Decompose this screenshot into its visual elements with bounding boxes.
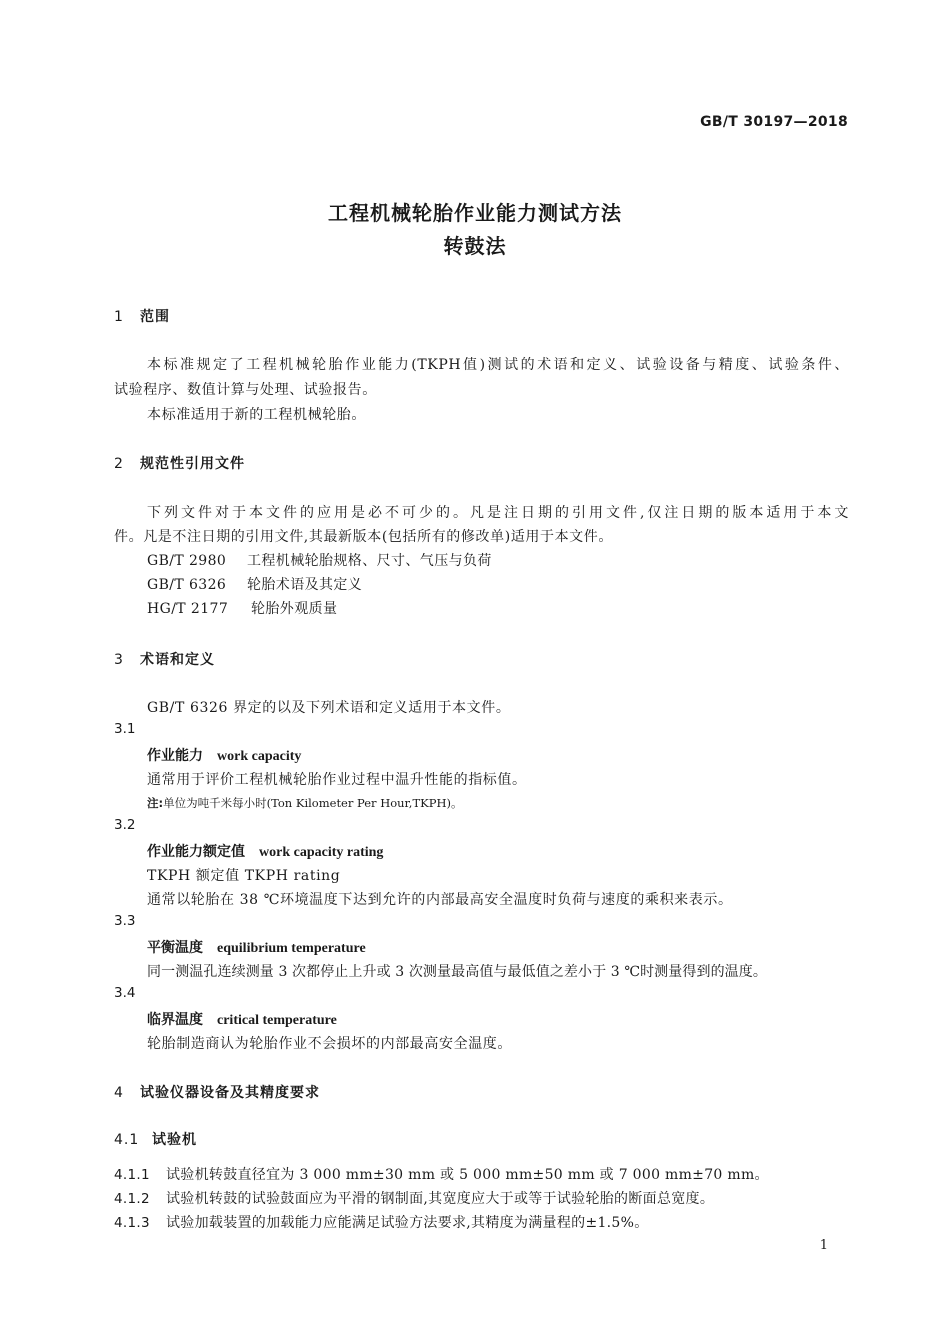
section-title: 规范性引用文件 bbox=[140, 456, 245, 472]
clause bbox=[114, 1164, 769, 1184]
clause-text: 试验机转鼓直径宜为 3 000 mm±30 mm 或 5 000 mm±50 mm 或 7 000 mm±70 mm。 bbox=[166, 1167, 769, 1183]
term-english: equilibrium temperature bbox=[217, 941, 366, 956]
subsection-4-1-heading bbox=[114, 1129, 197, 1149]
reference-title: 工程机械轮胎规格、尺寸、气压与负荷 bbox=[247, 553, 492, 569]
section-number: 2 bbox=[114, 456, 124, 472]
reference-item bbox=[147, 574, 362, 594]
term-definition: 通常用于评价工程机械轮胎作业过程中温升性能的指标值。 bbox=[147, 772, 527, 788]
term-chinese: 平衡温度 bbox=[147, 940, 203, 956]
term-definition: 通常以轮胎在 38 ℃环境温度下达到允许的内部最高安全温度时负荷与速度的乘积来表示。 bbox=[147, 892, 733, 908]
sec3-intro: GB/T 6326 界定的以及下列术语和定义适用于本文件。 bbox=[147, 700, 511, 716]
term-heading bbox=[147, 1009, 337, 1029]
reference-code: GB/T 2980 bbox=[147, 553, 227, 569]
term-heading bbox=[147, 841, 383, 861]
clause-number: 4.1.3 bbox=[114, 1215, 150, 1231]
section-number: 4 bbox=[114, 1085, 124, 1101]
sec2-paragraph-line2: 件。凡是不注日期的引用文件,其最新版本(包括所有的修改单)适用于本文件。 bbox=[114, 529, 613, 545]
clause bbox=[114, 1212, 649, 1232]
reference-code: HG/T 2177 bbox=[147, 601, 229, 617]
term-english: critical temperature bbox=[217, 1013, 337, 1028]
term-number: 3.1 bbox=[114, 721, 136, 737]
reference-item bbox=[147, 598, 337, 618]
reference-code: GB/T 6326 bbox=[147, 577, 227, 593]
term-english: work capacity rating bbox=[259, 845, 384, 860]
section-title: 试验仪器设备及其精度要求 bbox=[140, 1085, 320, 1101]
page-number: 1 bbox=[819, 1238, 828, 1253]
sec1-paragraph-2: 本标准适用于新的工程机械轮胎。 bbox=[147, 407, 366, 423]
section-title: 术语和定义 bbox=[140, 652, 215, 668]
subsection-number: 4.1 bbox=[114, 1132, 140, 1148]
term-english: work capacity bbox=[217, 749, 302, 764]
note-label: 注: bbox=[147, 796, 164, 810]
document-title: 工程机械轮胎作业能力测试方法 bbox=[328, 201, 622, 225]
term-alternative: TKPH 额定值 TKPH rating bbox=[147, 868, 341, 884]
document-subtitle: 转鼓法 bbox=[443, 234, 507, 258]
term-definition: 轮胎制造商认为轮胎作业不会损坏的内部最高安全温度。 bbox=[147, 1036, 512, 1052]
clause-number: 4.1.1 bbox=[114, 1167, 150, 1183]
term-chinese: 作业能力 bbox=[147, 748, 203, 764]
sec1-paragraph-line2: 试验程序、数值计算与处理、试验报告。 bbox=[114, 382, 377, 398]
section-4-heading bbox=[114, 1082, 320, 1102]
term-number: 3.4 bbox=[114, 985, 136, 1001]
term-chinese: 作业能力额定值 bbox=[147, 844, 245, 860]
term-heading bbox=[147, 745, 301, 765]
sec1-paragraph-line1: 本标准规定了工程机械轮胎作业能力(TKPH值)测试的术语和定义、试验设备与精度、试验条件、 bbox=[147, 357, 849, 373]
reference-title: 轮胎术语及其定义 bbox=[247, 577, 363, 593]
term-number: 3.2 bbox=[114, 817, 136, 833]
clause-text: 试验加载装置的加载能力应能满足试验方法要求,其精度为满量程的±1.5%。 bbox=[166, 1215, 649, 1231]
note-text: 单位为吨千米每小时(Ton Kilometer Per Hour,TKPH)。 bbox=[163, 796, 463, 810]
section-title: 范围 bbox=[140, 309, 170, 325]
reference-item bbox=[147, 550, 492, 570]
section-number: 1 bbox=[114, 309, 124, 325]
section-3-heading bbox=[114, 649, 215, 669]
clause-text: 试验机转鼓的试验鼓面应为平滑的钢制面,其宽度应大于或等于试验轮胎的断面总宽度。 bbox=[166, 1191, 715, 1207]
section-1-heading bbox=[114, 306, 170, 326]
standard-number: GB/T 30197—2018 bbox=[700, 114, 848, 130]
term-note bbox=[147, 795, 462, 811]
sec2-paragraph-line1: 下列文件对于本文件的应用是必不可少的。凡是注日期的引用文件,仅注日期的版本适用于本文 bbox=[147, 505, 849, 521]
clause bbox=[114, 1188, 714, 1208]
term-heading bbox=[147, 937, 366, 957]
section-2-heading bbox=[114, 453, 245, 473]
term-chinese: 临界温度 bbox=[147, 1012, 203, 1028]
section-number: 3 bbox=[114, 652, 124, 668]
term-definition: 同一测温孔连续测量 3 次都停止上升或 3 次测量最高值与最低值之差小于 3 ℃时测量得到的温度。 bbox=[147, 964, 767, 980]
reference-title: 轮胎外观质量 bbox=[251, 601, 338, 617]
term-number: 3.3 bbox=[114, 913, 136, 929]
clause-number: 4.1.2 bbox=[114, 1191, 150, 1207]
subsection-title: 试验机 bbox=[152, 1132, 197, 1148]
